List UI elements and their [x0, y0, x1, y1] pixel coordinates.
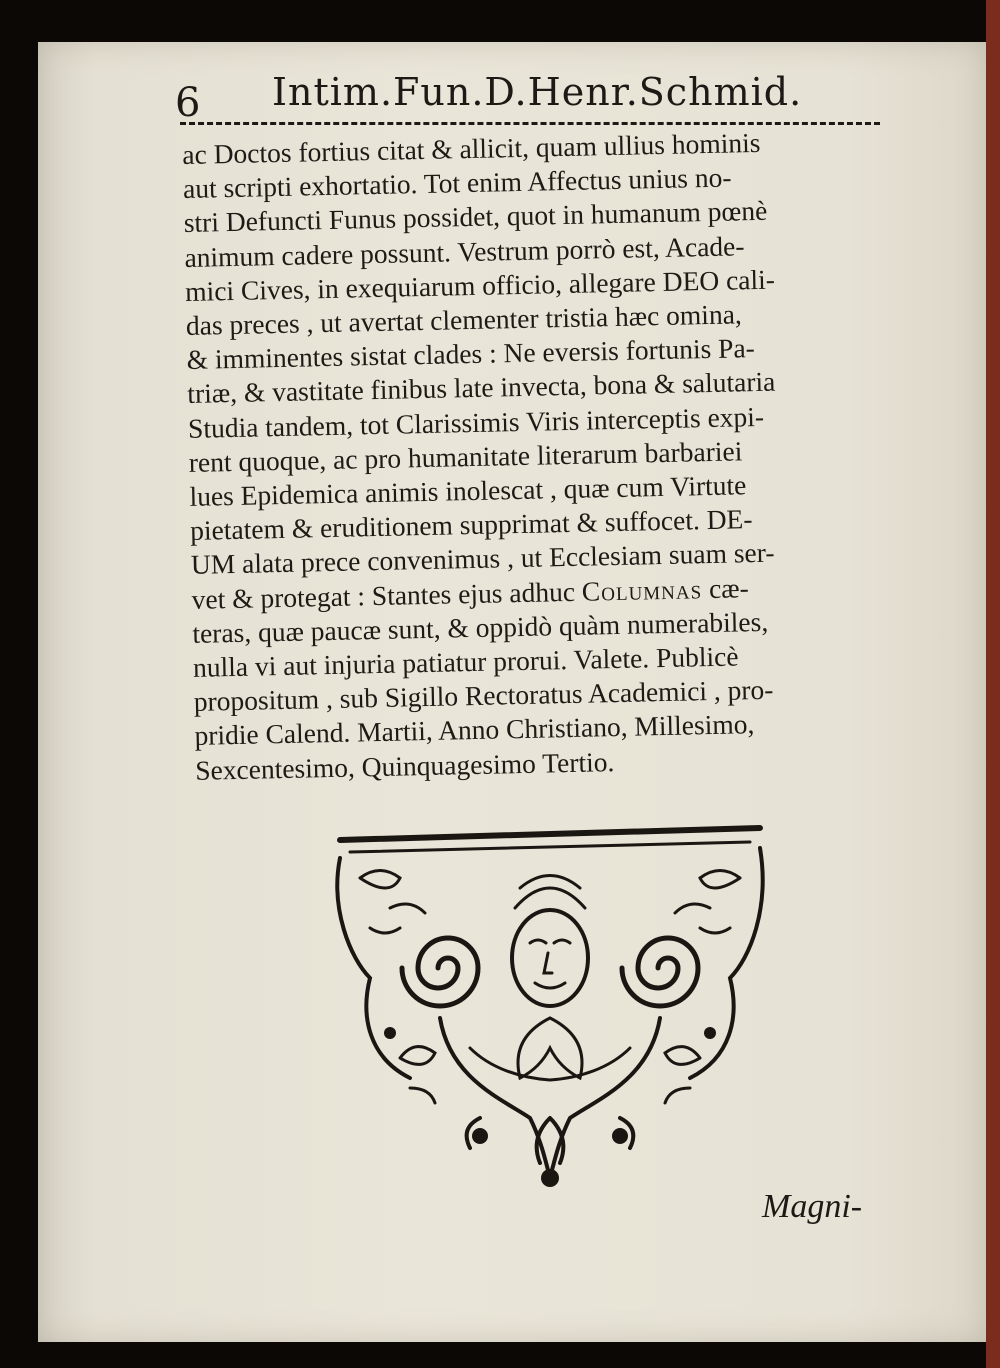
text-line: ac Doctos fortius citat & allicit, quam ullius hominis	[182, 126, 761, 170]
text-line: rent quoque, ac pro humanitate literarum barbariei	[188, 435, 743, 478]
page-number: 6	[175, 80, 201, 126]
text-line: propositum , sub Sigillo Rectoratus Academici , pro-	[193, 673, 774, 718]
text-line: das preces , ut avertat clementer tristia hæc omina,	[185, 298, 743, 341]
text-line: stri Defuncti Funus possidet, quot in humanum pœnè	[183, 195, 768, 239]
text-fragment: vet & protegat : Stantes ejus adhuc	[191, 575, 576, 615]
text-line: nulla vi aut injuria patiatur prorui. Valete. Publicè	[192, 640, 739, 683]
body-text	[182, 123, 915, 788]
running-head: Intim.Fun.D.Henr.Schmid.	[272, 70, 803, 114]
text-fragment: cæ-	[708, 571, 750, 604]
text-line: teras, quæ paucæ sunt, & oppidò quàm numerabiles,	[192, 605, 769, 649]
floral-woodcut-ornament-icon	[330, 818, 770, 1198]
text-line: Studia tandem, tot Clarissimis Viris interceptis expi-	[187, 400, 765, 444]
text-line: pietatem & eruditionem supprimat & suffocet. DE-	[189, 503, 753, 547]
catchword: Magni-	[762, 1188, 863, 1225]
text-line: animum cadere possunt. Vestrum porrò est, Acade-	[184, 229, 745, 273]
text-line: lues Epidemica animis inolescat , quæ cum Virtute	[189, 469, 747, 512]
text-line: UM alata prece convenimus , ut Ecclesiam suam ser-	[190, 537, 775, 581]
smallcaps-word: Columnas	[581, 572, 703, 607]
page-edge	[986, 0, 1000, 1368]
text-line: & imminentes sistat clades : Ne eversis fortunis Pa-	[186, 332, 756, 376]
text-line: triæ, & vastitate finibus late invecta, bona & salutaria	[187, 366, 776, 410]
text-line: aut scripti exhortatio. Tot enim Affectus unius no-	[182, 161, 732, 205]
text-line: Sexcentesimo, Quinquagesimo Tertio.	[194, 745, 615, 786]
text-line: mici Cives, in exequiarum officio, allegare DEO cali-	[184, 263, 776, 307]
text-line: pridie Calend. Martii, Anno Christiano, Millesimo,	[194, 708, 755, 752]
